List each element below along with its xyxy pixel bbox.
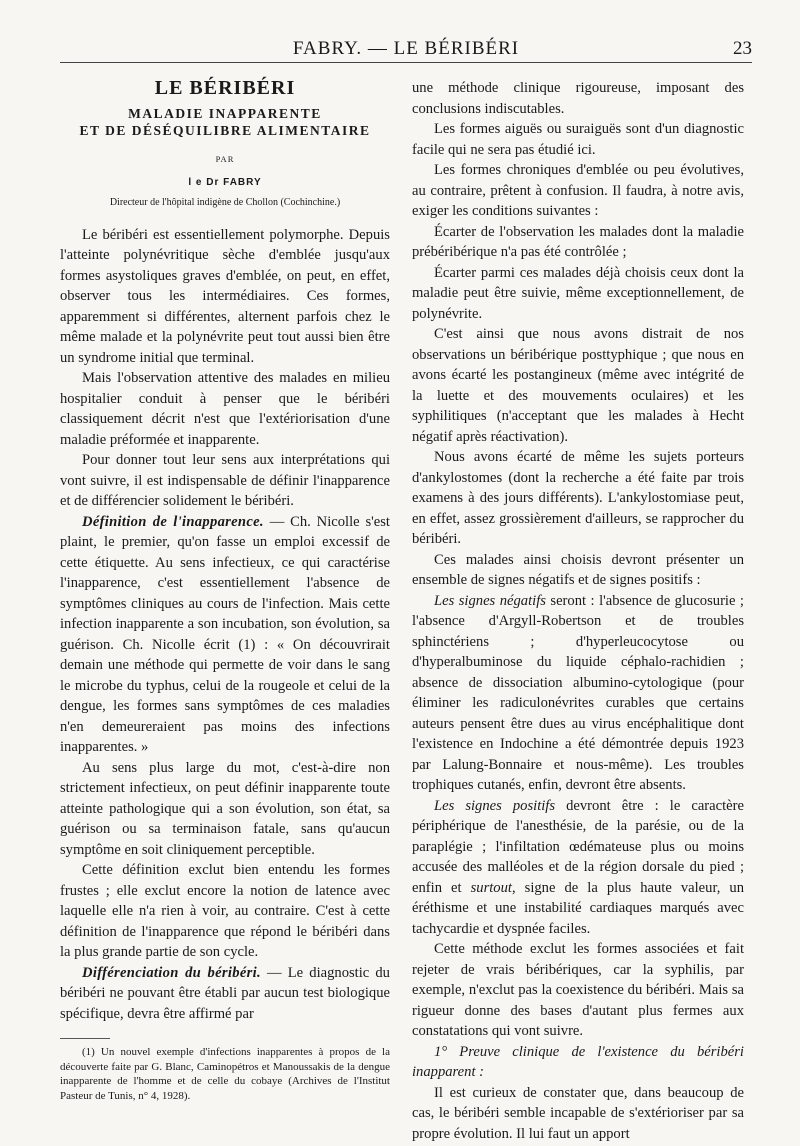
paragraph-text: — Ch. Nicolle s'est plaint, le premier, qu'on fasse un emploi excessif de cette étiquette. Au sens infectieux, ce qui caractérise l'inapparence, c'est essentiellement l'absence de symptômes cliniques au cours de l'infection. Mais cette infection inapparente a son incubation, son évolution, sa guérison. Ch. Nicolle écrit (1) : « On découvrirait demain une méthode qui permette de voir dans le sang le microbe du typhus, celui de la rougeole et celui de la dengue, les formes sans symptômes de ces maladies n'en demeureraient pas moins des infections inapparentes. » [60,513,390,755]
article-title: LE BÉRIBÉRI [154,77,296,99]
paragraph-text: devront être : le caractère périphérique de l'anesthésie, de la parésie, ou de la paraplégie ; l'infiltation œdémateuse plus ou moins accusée des malléoles et de la région dorsale du pied ; enfin et [412,797,744,896]
left-column [60,78,390,1103]
paragraph: Les formes chroniques d'emblée ou peu évolutives, au contraire, prêtent à confusion. Il faudra, à notre avis, exiger les conditions suivantes : [412,162,744,219]
paragraph [412,591,744,796]
running-header [60,38,752,63]
paragraph: Nous avons écarté de même les sujets porteurs d'ankylostomes (dont la recherche a été faite par trois examens à des jours différents). L'ankylostomiase peut, en effet, assez grossièrement d'ailleurs, se rapprocher du béribéri. [412,449,744,547]
paragraph: une méthode clinique rigoureuse, imposant des conclusions indiscutables. [412,80,744,117]
byline-par: PAR [215,153,235,164]
article-subtitle-line2: ET DE DÉSÉQUILIBRE ALIMENTAIRE [79,122,371,138]
paragraph-text: , signe de la plus haute valeur, un éréthisme et une instabilité cardiaques marqués avec tachycardie et dyspnée faciles. [412,879,744,937]
paragraph: Mais l'observation attentive des malades en milieu hospitalier conduit à penser que le béribéri classiquement décrit n'est que l'extériorisation d'une maladie préformée et inapparente. [60,370,390,448]
article-author: l e Dr FABRY [188,177,262,188]
paragraph [412,796,744,940]
paragraph: Il est curieux de constater que, dans beaucoup de cas, le béribéri semble incapable de s'extérioriser par sa propre évolution. Il lui faut un apport [412,1084,744,1142]
section-heading-differenciation: Différenciation du béribéri. [82,964,261,981]
article-subtitle-line1: MALADIE INAPPARENTE [128,105,322,121]
paragraph: Écarter parmi ces malades déjà choisis ceux dont la maladie peut être suivie, même exceptionnellement, de polynévrite. [412,264,744,322]
paragraph: Pour donner tout leur sens aux interprétations qui vont suivre, il est indispensable de définir l'inapparence et de différencier solidement le béribéri. [60,452,390,509]
section-heading-preuve-clinique: 1° Preuve clinique de l'existence du béribéri inapparent : [412,1043,744,1080]
paragraph: Le béribéri est essentiellement polymorphe. Depuis l'atteinte polynévritique sèche d'emblée jusqu'aux formes asystoliques graves d'emblée, on peut, en effet, observer tous les intermédiaires. Ces formes, apparemment si différentes, alternent parfois chez le même malade et la polynévrite peut tout aussi bien être un syndrome initial que terminal. [60,226,390,366]
paragraph: Au sens plus large du mot, c'est-à-dire non strictement infectieux, on peut définir inapparente toute atteinte pathologique qui a son évolution, son état, sa guérison ou sa terminaison fatale, sans qu'aucun symptôme en soit cliniquement perceptible. [60,759,390,858]
signes-negatifs-heading: Les signes négatifs [434,592,546,609]
paragraph [412,1042,744,1083]
section-heading-inapparence: Définition de l'inapparence. [82,513,264,530]
running-title: FABRY. — LE BÉRIBÉRI [292,38,520,59]
signes-positifs-heading: Les signes positifs [434,797,556,814]
paragraph: Cette définition exclut bien entendu les formes frustes ; elle exclut encore la notion de latence avec laquelle elle n'a rien à voir, au contraire. C'est à cette définition de l'inapparence que répond le béribéri dans la plus grande partie de son cycle. [60,862,390,960]
footnote: (1) Un nouvel exemple d'infections inapparentes à propos de la découverte faite par G. Blanc, Caminopétros et Manoussakis de la dengue inapparente de l'homme et de celle du cobaye (Archives de l'Institut Pasteur de Tunis, n° 4, 1928). [60,1046,390,1102]
paragraph-text: seront : l'absence de glucosurie ; l'absence d'Argyll-Robertson et de troubles sphinctériens ; d'hyperleucocytose ou d'hyperalbuminose du liquide céphalo-rachidien ; absence de dissociation albumino-cytologique (pour éliminer les radiculonévrites curables que certains auteurs pensent être dues au virus encéphalitique dont l'existence en Indochine a été démontrée depuis 1923 par Lalung-Bonnaire et nous-même). Les troubles trophiques cutanés, enfin, devront être absents. [412,592,744,793]
author-affiliation: Directeur de l'hôpital indigène de Chollon (Cochinchine.) [109,196,341,208]
page-number: 23 [733,38,752,59]
paragraph: Les formes aiguës ou suraiguës sont d'un diagnostic facile qui ne sera pas étudié ici. [412,121,744,158]
paragraph: C'est ainsi que nous avons distrait de nos observations un béribérique posttyphique ; que nous en avons écarté les postangineux (même avec intégrité de la luette et des mouvements oculaires) et les syphilitiques (n'acceptant que les malades à Hecht négatif après réactivation). [412,326,744,445]
right-column [412,78,744,1144]
emphasis-surtout: surtout [470,879,512,896]
paragraph: Cette méthode exclut les formes associées et fait rejeter de vrais béribériques, car la syphilis, par exemple, n'exclut pas la coexistence du béribéri. Mais sa rigueur donne des bases d'autant plus fermes aux constatations qui vont suivre. [412,941,744,1039]
paragraph: Ces malades ainsi choisis devront présenter un ensemble de signes négatifs et de signes positifs : [412,551,744,588]
paragraph [60,963,390,1025]
paragraph: Écarter de l'observation les malades dont la maladie prébéribérique n'a pas été contrôlée ; [412,223,744,260]
paragraph-text: — Le diagnostic du béribéri ne pouvant être établi par aucun test biologique spécifique, devra être affirmé par [60,964,390,1022]
footnote-rule [60,1038,110,1039]
paragraph [60,512,390,758]
